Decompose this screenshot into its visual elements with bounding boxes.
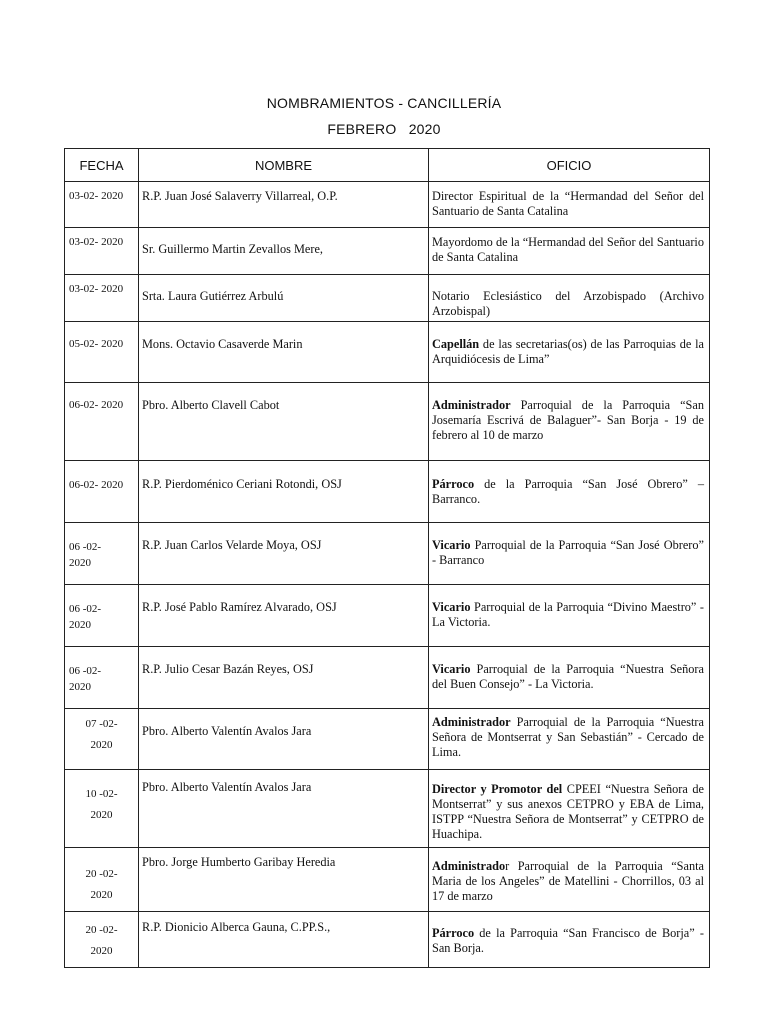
oficio-text: Notario Eclesiástico del Arzobispado (Archivo Arzobispal) [432, 289, 704, 318]
cell-nombre: Sr. Guillermo Martin Zevallos Mere, [139, 228, 429, 275]
cell-oficio [429, 461, 710, 523]
appointments-table [64, 148, 710, 968]
table-row [65, 647, 710, 709]
table-row [65, 523, 710, 585]
cell-fecha: 03-02- 2020 [65, 275, 139, 322]
oficio-text: Parroquial de la Parroquia “San Josemaría Escrivá de Balaguer”- San Borja - 19 de febrero al 10 de marzo [432, 398, 704, 442]
table-row [65, 848, 710, 912]
cell-oficio [429, 275, 710, 322]
cell-nombre: R.P. Pierdoménico Ceriani Rotondi, OSJ [139, 461, 429, 523]
cell-fecha: 06-02- 2020 [65, 383, 139, 461]
table-row [65, 912, 710, 968]
oficio-bold: Administrado [432, 859, 506, 873]
table-row [65, 322, 710, 383]
oficio-bold: Administrador [432, 715, 511, 729]
oficio-bold: Capellán [432, 337, 480, 351]
cell-oficio [429, 322, 710, 383]
oficio-bold: Administrador [432, 398, 511, 412]
cell-oficio [429, 912, 710, 968]
cell-oficio [429, 228, 710, 275]
table-row [65, 182, 710, 228]
cell-fecha: 03-02- 2020 [65, 182, 139, 228]
cell-nombre: Pbro. Alberto Valentín Avalos Jara [139, 770, 429, 848]
oficio-text: Director Espiritual de la “Hermandad del Señor del Santuario de Santa Catalina [432, 189, 704, 218]
cell-oficio [429, 848, 710, 912]
oficio-text: de la Parroquia “San José Obrero” – Barranco. [432, 477, 704, 506]
document-title: NOMBRAMIENTOS - CANCILLERÍA [266, 95, 502, 111]
cell-fecha: 06 -02- 2020 [65, 523, 139, 585]
cell-nombre: Pbro. Jorge Humberto Garibay Heredia [139, 848, 429, 912]
oficio-bold: Vicario [432, 600, 471, 614]
cell-oficio [429, 182, 710, 228]
oficio-bold: Director y Promotor del [432, 782, 563, 796]
oficio-text: Parroquial de la Parroquia “Nuestra Señora de Montserrat y San Sebastián” - Cercado de Lima. [432, 715, 704, 759]
cell-fecha: 05-02- 2020 [65, 322, 139, 383]
cell-fecha: 10 -02- 2020 [65, 770, 139, 848]
document-subtitle: FEBRERO 2020 [327, 121, 441, 137]
oficio-text: Parroquial de la Parroquia “San José Obrero” - Barranco [432, 538, 704, 567]
oficio-text: r Parroquial de la Parroquia “Santa Maria de los Angeles” de Matellini - Chorrillos, 03 al 17 de marzo [432, 859, 704, 903]
column-header-fecha: FECHA [65, 149, 139, 182]
cell-oficio [429, 585, 710, 647]
cell-fecha: 20 -02- 2020 [65, 848, 139, 912]
cell-fecha: 06 -02- 2020 [65, 585, 139, 647]
oficio-text: CPEEI “Nuestra Señora de Montserrat” y sus anexos CETPRO y EBA de Lima, ISTPP “Nuestra Señora de Montserrat” y CETPRO de Huachipa. [432, 782, 704, 841]
cell-nombre: R.P. José Pablo Ramírez Alvarado, OSJ [139, 585, 429, 647]
cell-nombre: R.P. Juan José Salaverry Villarreal, O.P. [139, 182, 429, 228]
cell-nombre: Srta. Laura Gutiérrez Arbulú [139, 275, 429, 322]
cell-oficio [429, 523, 710, 585]
table-row [65, 709, 710, 770]
cell-nombre: Mons. Octavio Casaverde Marin [139, 322, 429, 383]
oficio-text: Mayordomo de la “Hermandad del Señor del Santuario de Santa Catalina [432, 235, 704, 264]
oficio-text: Parroquial de la Parroquia “Divino Maestro” - La Victoria. [432, 600, 704, 629]
table-row [65, 228, 710, 275]
table-row [65, 275, 710, 322]
table-row [65, 770, 710, 848]
cell-fecha: 20 -02- 2020 [65, 912, 139, 968]
oficio-text: de las secretarias(os) de las Parroquias de la Arquidiócesis de Lima” [432, 337, 704, 366]
table-row [65, 585, 710, 647]
cell-fecha: 07 -02- 2020 [65, 709, 139, 770]
table-row [65, 383, 710, 461]
cell-nombre: R.P. Julio Cesar Bazán Reyes, OSJ [139, 647, 429, 709]
cell-nombre: Pbro. Alberto Valentín Avalos Jara [139, 709, 429, 770]
cell-nombre: R.P. Juan Carlos Velarde Moya, OSJ [139, 523, 429, 585]
column-header-oficio: OFICIO [429, 149, 710, 182]
column-header-nombre: NOMBRE [139, 149, 429, 182]
cell-fecha: 06-02- 2020 [65, 461, 139, 523]
table-header-row [65, 149, 710, 182]
oficio-bold: Vicario [432, 662, 471, 676]
oficio-bold: Vicario [432, 538, 471, 552]
cell-nombre: R.P. Dionicio Alberca Gauna, C.PP.S., [139, 912, 429, 968]
oficio-bold: Párroco [432, 926, 475, 940]
cell-fecha: 03-02- 2020 [65, 228, 139, 275]
cell-nombre: Pbro. Alberto Clavell Cabot [139, 383, 429, 461]
oficio-bold: Párroco [432, 477, 475, 491]
cell-oficio [429, 770, 710, 848]
cell-oficio [429, 709, 710, 770]
cell-oficio [429, 383, 710, 461]
oficio-text: Parroquial de la Parroquia “Nuestra Señora del Buen Consejo” - La Victoria. [432, 662, 704, 691]
oficio-text: de la Parroquia “San Francisco de Borja” - San Borja. [432, 926, 704, 955]
table-row [65, 461, 710, 523]
cell-fecha: 06 -02- 2020 [65, 647, 139, 709]
cell-oficio [429, 647, 710, 709]
